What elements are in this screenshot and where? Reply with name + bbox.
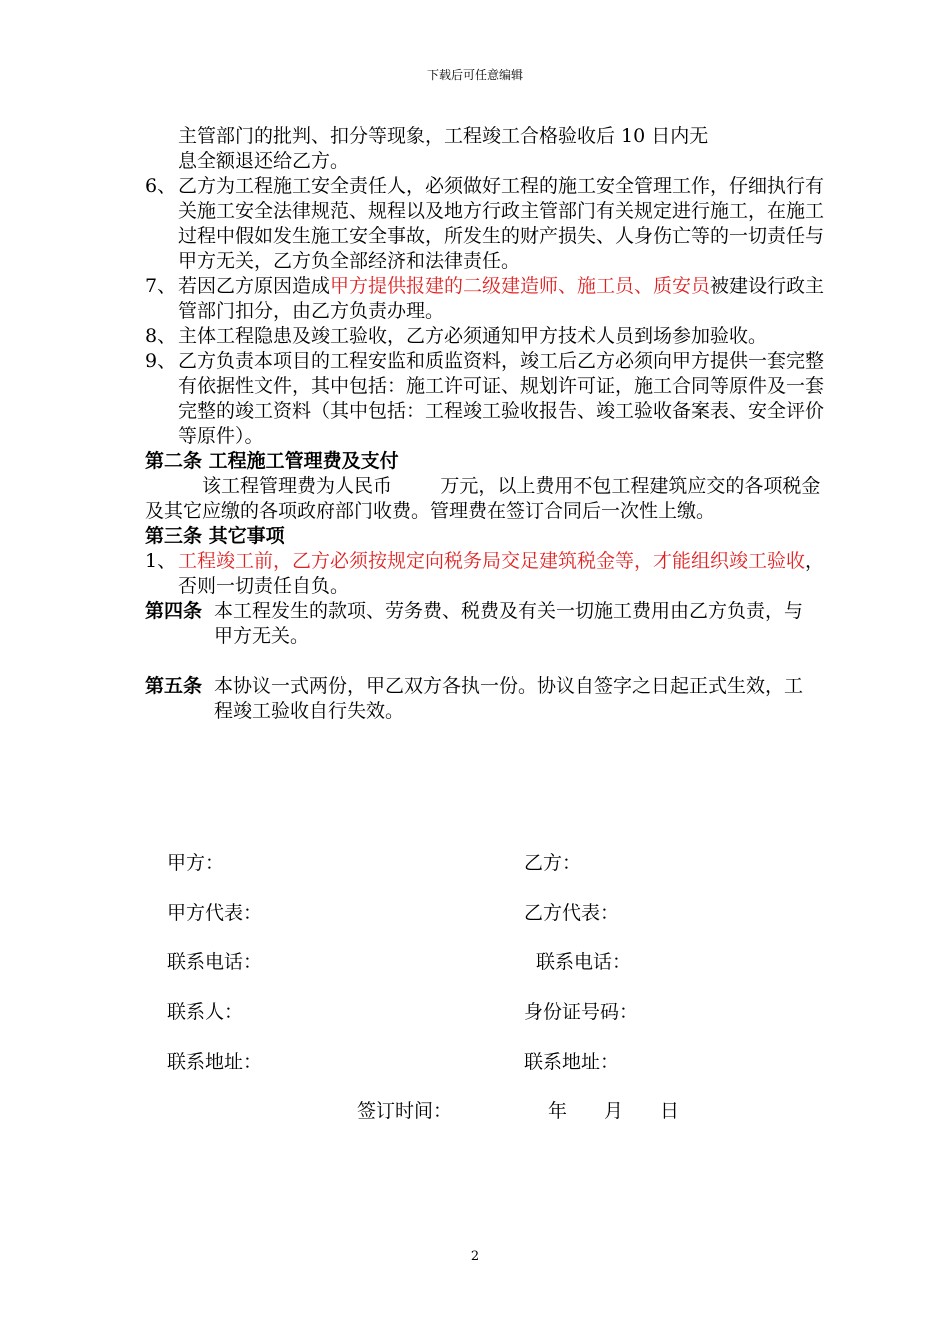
article-2-title: 第二条 工程施工管理费及支付	[145, 450, 399, 472]
article-3-item-1: 1、 工程竣工前，乙方必须按规定向税务局交足建筑税金等，才能组织竣工验收，否则一切责任自负。	[145, 550, 825, 597]
clause-item-8: 8、 主体工程隐患及竣工验收，乙方必须通知甲方技术人员到场参加验收。	[145, 325, 768, 347]
article-2-body: 该工程管理费为人民币 万元，以上费用不包工程建筑应交的各项税金及其它应缴的各项政府部门收费。管理费在签订合同后一次性上缴。	[145, 475, 821, 522]
clause-item-6: 6、 乙方为工程施工安全责任人，必须做好工程的施工安全管理工作，仔细执行有关施工安全法律规范、规程以及地方行政主管部门有关规定进行施工，在施工过程中假如发生施工安全事故，所发生的财产损失、人身伤亡等的一切责任与甲方无关，乙方负全部经济和法律责任。	[145, 175, 825, 272]
contract-body	[145, 124, 825, 724]
clause-item-9: 9、 乙方负责本项目的工程安监和质监资料，竣工后乙方必须向甲方提供一套完整有依据性文件，其中包括：施工许可证、规划许可证，施工合同等原件及一套完整的竣工资料（其中包括：工程竣工验收报告、竣工验收备案表、安全评价等原件）。	[145, 350, 825, 447]
article-4: 第四条 本工程发生的款项、劳务费、税费及有关一切施工费用由乙方负责，与甲方无关。	[145, 600, 804, 647]
page-header: 下载后可任意编辑	[426, 68, 523, 82]
continued-text: 主管部门的批判、扣分等现象，工程竣工合格验收后 10 日内无 息全额退还给乙方。	[178, 125, 709, 172]
page-number: 2	[470, 1249, 480, 1264]
highlight-text: 工程竣工前，乙方必须按规定向税务局交足建筑税金等，才能组织竣工验收	[178, 550, 806, 572]
article-3-title: 第三条 其它事项	[145, 525, 285, 547]
highlight-text: 甲方提供报建的二级建造师、施工员、质安员	[330, 275, 711, 297]
article-5: 第五条 本协议一式两份，甲乙双方各执一份。协议自签字之日起正式生效，工程竣工验收自行失效。	[145, 675, 804, 722]
clause-item-7: 7、 若因乙方原因造成甲方提供报建的二级建造师、施工员、质安员被建设行政主管部门扣分，由乙方负责办理。	[145, 275, 825, 322]
